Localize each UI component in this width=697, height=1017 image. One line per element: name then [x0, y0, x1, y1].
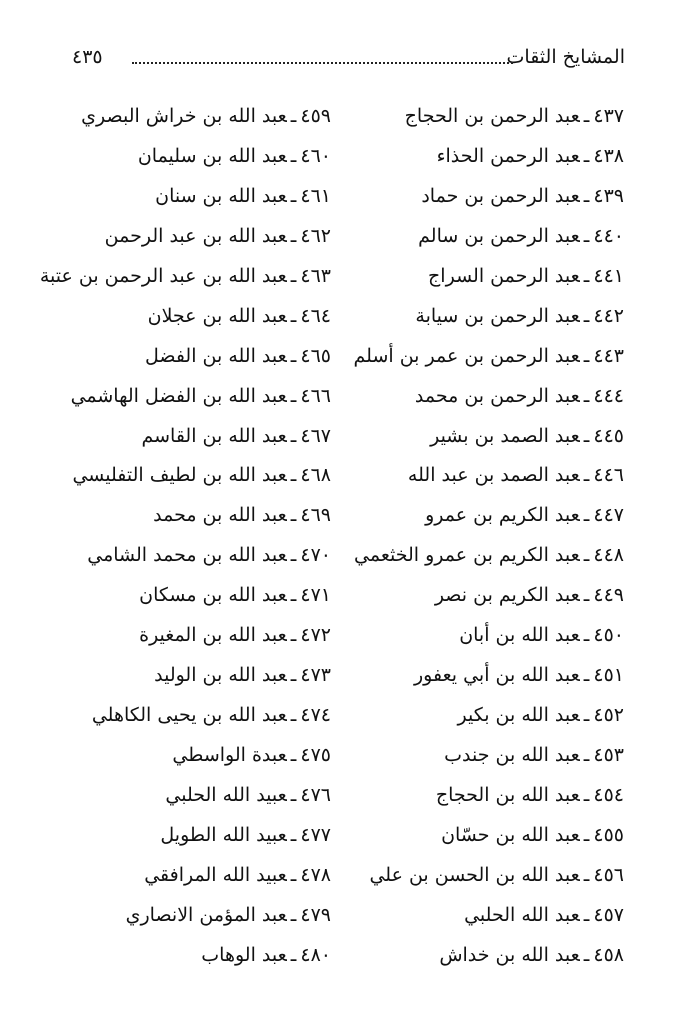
- entry-name: عبد الكريم بن عمرو: [425, 504, 580, 527]
- entry-row: [354, 895, 624, 935]
- entry-name: عبد الله بن سليمان: [137, 144, 287, 167]
- entry-name: عبد الله بن سنان: [155, 184, 287, 207]
- entry-row: [41, 416, 331, 456]
- entry-row: [41, 376, 331, 416]
- entry-number: ٤٧١: [300, 584, 331, 607]
- header-title: المشايخ الثقات: [506, 46, 625, 68]
- entry-number: ٤٦٧: [300, 424, 331, 447]
- entry-number: ٤٥٧: [593, 903, 624, 926]
- entry-name: عبد الرحمن بن حماد: [421, 184, 580, 207]
- entry-row: [354, 455, 624, 495]
- entry-row: [354, 336, 624, 376]
- entry-dash: ـ: [583, 584, 590, 607]
- entry-dash: ـ: [583, 424, 590, 447]
- entry-number: ٤٣٨: [593, 144, 624, 167]
- entry-row: [41, 655, 331, 695]
- entry-number: ٤٦٩: [300, 504, 331, 527]
- entry-name: عبد الله بن عجلان: [147, 304, 287, 327]
- entry-name: عبد الله الحلبي: [464, 903, 580, 926]
- entry-number: ٤٥٠: [593, 624, 624, 647]
- entry-row: [41, 176, 331, 216]
- entry-name: عبد الله بن عبد الرحمن بن عتبة: [39, 264, 287, 287]
- entry-name: عبد الله بن المغيرة: [139, 624, 287, 647]
- entry-number: ٤٧٧: [300, 823, 331, 846]
- entry-row: [41, 216, 331, 256]
- entry-row: [41, 136, 331, 176]
- entry-row: [41, 535, 331, 575]
- entry-number: ٤٥٦: [593, 863, 624, 886]
- entry-name: عبد الله بن جندب: [444, 744, 580, 766]
- entry-number: ٤٦٨: [300, 464, 331, 487]
- entry-row: [354, 96, 624, 136]
- entry-number: ٤٣٩: [593, 184, 624, 207]
- entry-dash: ـ: [290, 744, 297, 766]
- entry-number: ٤٦١: [300, 184, 331, 207]
- entry-dash: ـ: [290, 504, 297, 527]
- entry-row: [41, 695, 331, 735]
- entry-dash: ـ: [290, 664, 297, 687]
- entry-dash: ـ: [290, 304, 297, 327]
- entry-dash: ـ: [290, 624, 297, 647]
- entry-dash: ـ: [290, 144, 297, 167]
- entry-number: ٤٥١: [593, 664, 624, 687]
- entry-dash: ـ: [290, 943, 297, 966]
- entry-row: [41, 455, 331, 495]
- entry-row: [41, 575, 331, 615]
- entry-number: ٤٥٢: [593, 704, 624, 727]
- entry-name: عبد الله بن خداش: [439, 943, 580, 966]
- entry-name: عبد الله بن الحجاج: [435, 783, 580, 806]
- entry-number: ٤٣٧: [593, 105, 624, 127]
- entry-dash: ـ: [290, 224, 297, 247]
- entry-number: ٤٧٨: [300, 863, 331, 886]
- entry-row: [41, 256, 331, 296]
- entry-dash: ـ: [290, 464, 297, 487]
- entry-number: ٤٥٣: [593, 744, 624, 766]
- entry-number: ٤٤٨: [593, 544, 624, 567]
- entry-row: [354, 735, 624, 775]
- entry-dash: ـ: [290, 384, 297, 407]
- entry-row: [41, 96, 331, 136]
- entry-name: عبد الرحمن الحذاء: [436, 144, 580, 167]
- entry-dash: ـ: [290, 823, 297, 846]
- entry-dash: ـ: [583, 264, 590, 287]
- entry-name: عبد الكريم بن عمرو الخثعمي: [354, 544, 580, 567]
- entry-row: [354, 296, 624, 336]
- entry-name: عبد الله بن لطيف التفليسي: [72, 464, 287, 487]
- entry-dash: ـ: [583, 664, 590, 687]
- entry-name: عبد الله بن خراش البصري: [81, 105, 287, 127]
- entry-number: ٤٧٦: [300, 783, 331, 806]
- page-number: ٤٣٥: [72, 46, 103, 68]
- entry-row: [354, 655, 624, 695]
- entry-name: عبد الرحمن بن سيابة: [415, 304, 580, 327]
- entry-dash: ـ: [583, 144, 590, 167]
- entry-row: [41, 935, 331, 975]
- entries-column-left: [41, 96, 331, 975]
- entry-number: ٤٤٩: [593, 584, 624, 607]
- entry-row: [41, 296, 331, 336]
- entry-dash: ـ: [583, 943, 590, 966]
- entry-dash: ـ: [290, 863, 297, 886]
- entry-name: عبدة الواسطي: [172, 744, 287, 766]
- entry-dash: ـ: [583, 903, 590, 926]
- entry-number: ٤٦٣: [300, 264, 331, 287]
- entry-name: عبد الله بن مسكان: [139, 584, 287, 607]
- entry-dash: ـ: [583, 184, 590, 207]
- entry-name: عبد الله بن محمد الشامي: [87, 544, 287, 567]
- entry-row: [41, 855, 331, 895]
- entry-dash: ـ: [290, 344, 297, 367]
- entry-dash: ـ: [583, 823, 590, 846]
- entry-number: ٤٤٦: [593, 464, 624, 487]
- entry-number: ٤٦٠: [300, 144, 331, 167]
- entry-number: ٤٥٩: [300, 105, 331, 127]
- entry-row: [354, 575, 624, 615]
- entry-dash: ـ: [290, 903, 297, 926]
- entry-number: ٤٤٠: [593, 224, 624, 247]
- entry-name: عبد الرحمن السراج: [428, 264, 580, 287]
- entry-row: [354, 935, 624, 975]
- entry-dash: ـ: [290, 544, 297, 567]
- entry-name: عبيد الله المرافقي: [144, 863, 287, 886]
- entry-name: عبد الكريم بن نصر: [434, 584, 580, 607]
- entry-row: [41, 815, 331, 855]
- entry-number: ٤٧٢: [300, 624, 331, 647]
- entry-row: [354, 855, 624, 895]
- entry-number: ٤٦٥: [300, 344, 331, 367]
- entry-row: [354, 376, 624, 416]
- entry-dash: ـ: [290, 264, 297, 287]
- entry-row: [354, 176, 624, 216]
- entry-number: ٤٦٤: [300, 304, 331, 327]
- entry-name: عبد الله بن الفضل: [144, 344, 287, 367]
- entry-name: عبد الله بن حسّان: [441, 823, 580, 846]
- entry-row: [41, 775, 331, 815]
- entry-row: [41, 615, 331, 655]
- entry-name: عبيد الله الطويل: [160, 823, 287, 846]
- entry-dash: ـ: [583, 704, 590, 727]
- entry-number: ٤٧٤: [300, 704, 331, 727]
- entry-name: عبد الرحمن بن سالم: [418, 224, 580, 247]
- entry-row: [354, 495, 624, 535]
- entry-dash: ـ: [583, 744, 590, 766]
- entry-dash: ـ: [583, 304, 590, 327]
- entry-number: ٤٧٥: [300, 744, 331, 766]
- entry-row: [41, 336, 331, 376]
- entry-dash: ـ: [290, 105, 297, 127]
- entry-row: [354, 535, 624, 575]
- entry-number: ٤٤٧: [593, 504, 624, 527]
- entry-number: ٤٧٣: [300, 664, 331, 687]
- entry-row: [354, 256, 624, 296]
- entry-name: عبد الرحمن بن الحجاج: [404, 105, 580, 127]
- entry-name: عبد الصمد بن بشير: [430, 424, 580, 447]
- entry-number: ٤٤٤: [593, 384, 624, 407]
- entry-dash: ـ: [290, 783, 297, 806]
- entry-dash: ـ: [583, 504, 590, 527]
- entry-number: ٤٥٥: [593, 823, 624, 846]
- entry-dash: ـ: [583, 544, 590, 567]
- entry-dash: ـ: [290, 184, 297, 207]
- entry-name: عبد الله بن يحيى الكاهلي: [91, 704, 287, 727]
- entry-name: عبد الصمد بن عبد الله: [407, 464, 580, 487]
- entry-number: ٤٧٩: [300, 903, 331, 926]
- entry-row: [41, 495, 331, 535]
- entry-dash: ـ: [583, 344, 590, 367]
- entry-name: عبد الله بن الوليد: [154, 664, 287, 687]
- entry-dash: ـ: [290, 424, 297, 447]
- entry-number: ٤٤١: [593, 264, 624, 287]
- entry-dash: ـ: [583, 783, 590, 806]
- entry-number: ٤٥٤: [593, 783, 624, 806]
- entry-dash: ـ: [583, 863, 590, 886]
- entry-row: [354, 775, 624, 815]
- entry-name: عبد الرحمن بن عمر بن أسلم: [353, 344, 580, 367]
- entry-dash: ـ: [290, 704, 297, 727]
- entry-name: عبد الله بن الحسن بن علي: [369, 863, 580, 886]
- entry-name: عبد الله بن أبي يعفور: [414, 664, 580, 687]
- entry-dash: ـ: [290, 584, 297, 607]
- entry-number: ٤٤٥: [593, 424, 624, 447]
- entry-name: عبد المؤمن الانصاري: [125, 903, 287, 926]
- entry-name: عبد الله بن محمد: [153, 504, 287, 527]
- entry-number: ٤٥٨: [593, 943, 624, 966]
- entry-name: عبد الله بن أبان: [459, 624, 580, 647]
- entry-dash: ـ: [583, 224, 590, 247]
- entries-column-right: [354, 96, 624, 975]
- entry-row: [354, 416, 624, 456]
- entry-row: [354, 695, 624, 735]
- entry-name: عبد الرحمن بن محمد: [414, 384, 580, 407]
- entry-name: عبد الله بن عبد الرحمن: [104, 224, 287, 247]
- entry-name: عبد الله بن بكير: [457, 704, 580, 727]
- entry-name: عبد الوهاب: [201, 943, 287, 966]
- entry-number: ٤٧٠: [300, 544, 331, 567]
- entry-dash: ـ: [583, 384, 590, 407]
- entry-row: [354, 615, 624, 655]
- entry-number: ٤٤٣: [593, 344, 624, 367]
- entry-row: [354, 216, 624, 256]
- entry-dash: ـ: [583, 105, 590, 127]
- entry-row: [41, 895, 331, 935]
- entry-row: [354, 815, 624, 855]
- running-header: [72, 44, 625, 78]
- header-dot-leader: [132, 62, 513, 64]
- entry-number: ٤٦٦: [300, 384, 331, 407]
- entry-name: عبيد الله الحلبي: [165, 783, 287, 806]
- entry-number: ٤٦٢: [300, 224, 331, 247]
- entry-name: عبد الله بن القاسم: [141, 424, 287, 447]
- entry-number: ٤٨٠: [300, 943, 331, 966]
- entry-dash: ـ: [583, 624, 590, 647]
- entry-number: ٤٤٢: [593, 304, 624, 327]
- entry-dash: ـ: [583, 464, 590, 487]
- entry-name: عبد الله بن الفضل الهاشمي: [70, 384, 287, 407]
- entry-row: [354, 136, 624, 176]
- entry-row: [41, 735, 331, 775]
